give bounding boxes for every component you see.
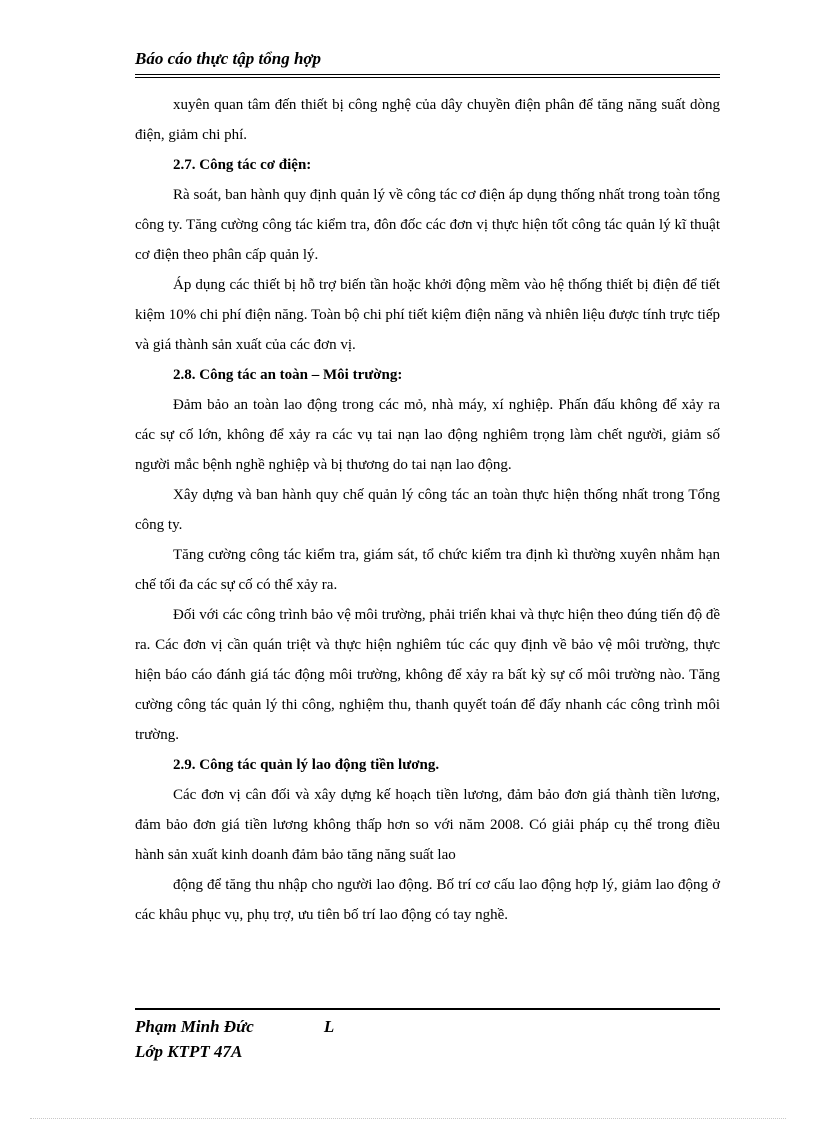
footer-author: Phạm Minh Đức (135, 1017, 254, 1036)
document-body (135, 90, 720, 930)
header-rule (135, 74, 720, 78)
section-heading-2-7: 2.7. Công tác cơ điện: (173, 157, 312, 173)
footer-author-line (135, 1014, 720, 1039)
footer-class: Lớp KTPT 47A (135, 1042, 243, 1061)
section-heading-2-9: 2.9. Công tác quản lý lao động tiền lương. (173, 757, 440, 773)
footer-rule (135, 1008, 720, 1010)
paragraph: Các đơn vị cân đối và xây dựng kế hoạch tiền lương, đảm bảo đơn giá thành tiền lương, đảm bảo đơn giá tiền lương không thấp hơn so với năm 2008. Có giải pháp cụ thể trong điều hành sản xuất kinh doanh đảm bảo tăng năng suất lao (135, 787, 720, 863)
paragraph: Áp dụng các thiết bị hỗ trợ biến tần hoặc khởi động mềm vào hệ thống thiết bị điện để tiết kiệm 10% chi phí điện năng. Toàn bộ chi phí tiết kiệm điện năng và nhiên liệu được tính trực tiếp và giá thành sản xuất của các đơn vị. (135, 277, 720, 353)
paragraph: Đảm bảo an toàn lao động trong các mỏ, nhà máy, xí nghiệp. Phấn đấu không để xảy ra các sự cố lớn, không để xảy ra các vụ tai nạn lao động nghiêm trọng làm chết người, giảm số người mắc bệnh nghề nghiệp và bị thương do tai nạn lao động. (135, 397, 720, 473)
paragraph: Xây dựng và ban hành quy chế quản lý công tác an toàn thực hiện thống nhất trong Tổng công ty. (135, 487, 720, 533)
paragraph: động để tăng thu nhập cho người lao động. Bố trí cơ cấu lao động hợp lý, giảm lao động ở các khâu phục vụ, phụ trợ, ưu tiên bố trí lao động có tay nghề. (135, 877, 720, 923)
page-footer (135, 1008, 720, 1064)
paragraph: Tăng cường công tác kiểm tra, giám sát, tổ chức kiểm tra định kì thường xuyên nhằm hạn chế tối đa các sự cố có thể xảy ra. (135, 547, 720, 593)
section-heading-2-8: 2.8. Công tác an toàn – Môi trường: (173, 367, 403, 383)
footer-mark: L (323, 1017, 335, 1036)
page-edge-divider (30, 1118, 786, 1119)
paragraph: Đối với các công trình bảo vệ môi trường, phải triển khai và thực hiện theo đúng tiến độ đề ra. Các đơn vị cần quán triệt và thực hiện nghiêm túc các quy định về bảo vệ môi trường, thực hiện báo cáo đánh giá tác động môi trường, không để xảy ra bất kỳ sự cố môi trường nào. Tăng cường công tác quản lý thi công, nghiệm thu, thanh quyết toán để đẩy nhanh các công trình môi trường. (135, 607, 720, 743)
paragraph: xuyên quan tâm đến thiết bị công nghệ của dây chuyền điện phân để tăng năng suất dòng điện, giảm chi phí. (135, 97, 720, 143)
page-header (135, 48, 720, 78)
paragraph: Rà soát, ban hành quy định quản lý về công tác cơ điện áp dụng thống nhất trong toàn tổng công ty. Tăng cường công tác kiểm tra, đôn đốc các đơn vị thực hiện tốt công tác quản lý kĩ thuật cơ điện theo phân cấp quản lý. (135, 187, 720, 263)
header-title: Báo cáo thực tập tổng hợp (135, 49, 322, 68)
